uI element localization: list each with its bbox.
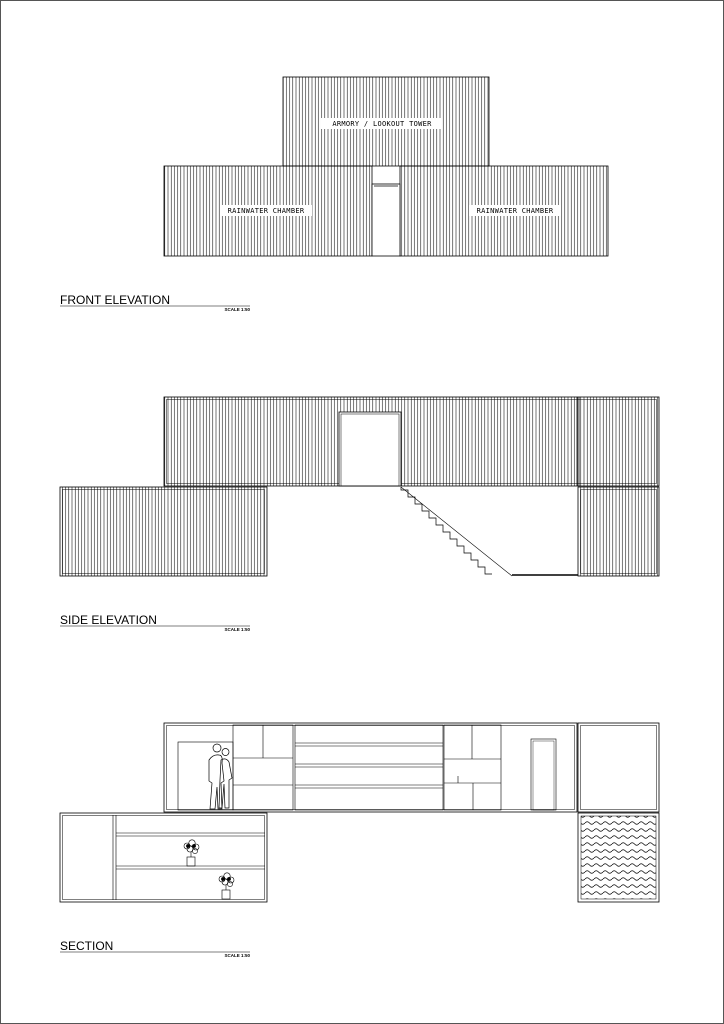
lower-left-container-section (60, 813, 267, 902)
right-upper-module (578, 723, 659, 812)
side-elevation-title-block (60, 613, 250, 632)
section-drawing (60, 723, 659, 902)
lower-right-container (578, 487, 659, 576)
section-title-block (60, 939, 250, 958)
entry-door (372, 184, 400, 256)
drawing-title: SIDE ELEVATION (60, 613, 157, 627)
scale-label: SCALE 1:50 (224, 307, 250, 312)
note-rainwater-left: RAINWATER CHAMBER (227, 207, 305, 215)
upper-opening (339, 412, 401, 486)
scale-label: SCALE 1:50 (224, 627, 250, 632)
front-elevation-title-block (60, 293, 250, 312)
scale-label: SCALE 1:50 (224, 953, 250, 958)
water-pattern (581, 816, 656, 899)
upper-container-section (164, 723, 577, 812)
central-shelving (295, 725, 443, 810)
kitchen-unit (444, 725, 501, 810)
side-elevation (60, 397, 659, 576)
front-elevation (164, 77, 608, 256)
note-rainwater-right: RAINWATER CHAMBER (476, 207, 554, 215)
potted-plant (219, 873, 234, 899)
exterior-stair (401, 487, 492, 574)
lower-left-container (60, 487, 267, 576)
drawing-title: FRONT ELEVATION (60, 293, 171, 307)
people-silhouette (209, 744, 232, 809)
note-armory-tower: ARMORY / LOOKOUT TOWER (332, 120, 432, 128)
interior-door (531, 739, 556, 810)
upper-container (164, 397, 659, 486)
potted-plant (184, 840, 199, 866)
drawing-title: SECTION (60, 939, 114, 953)
